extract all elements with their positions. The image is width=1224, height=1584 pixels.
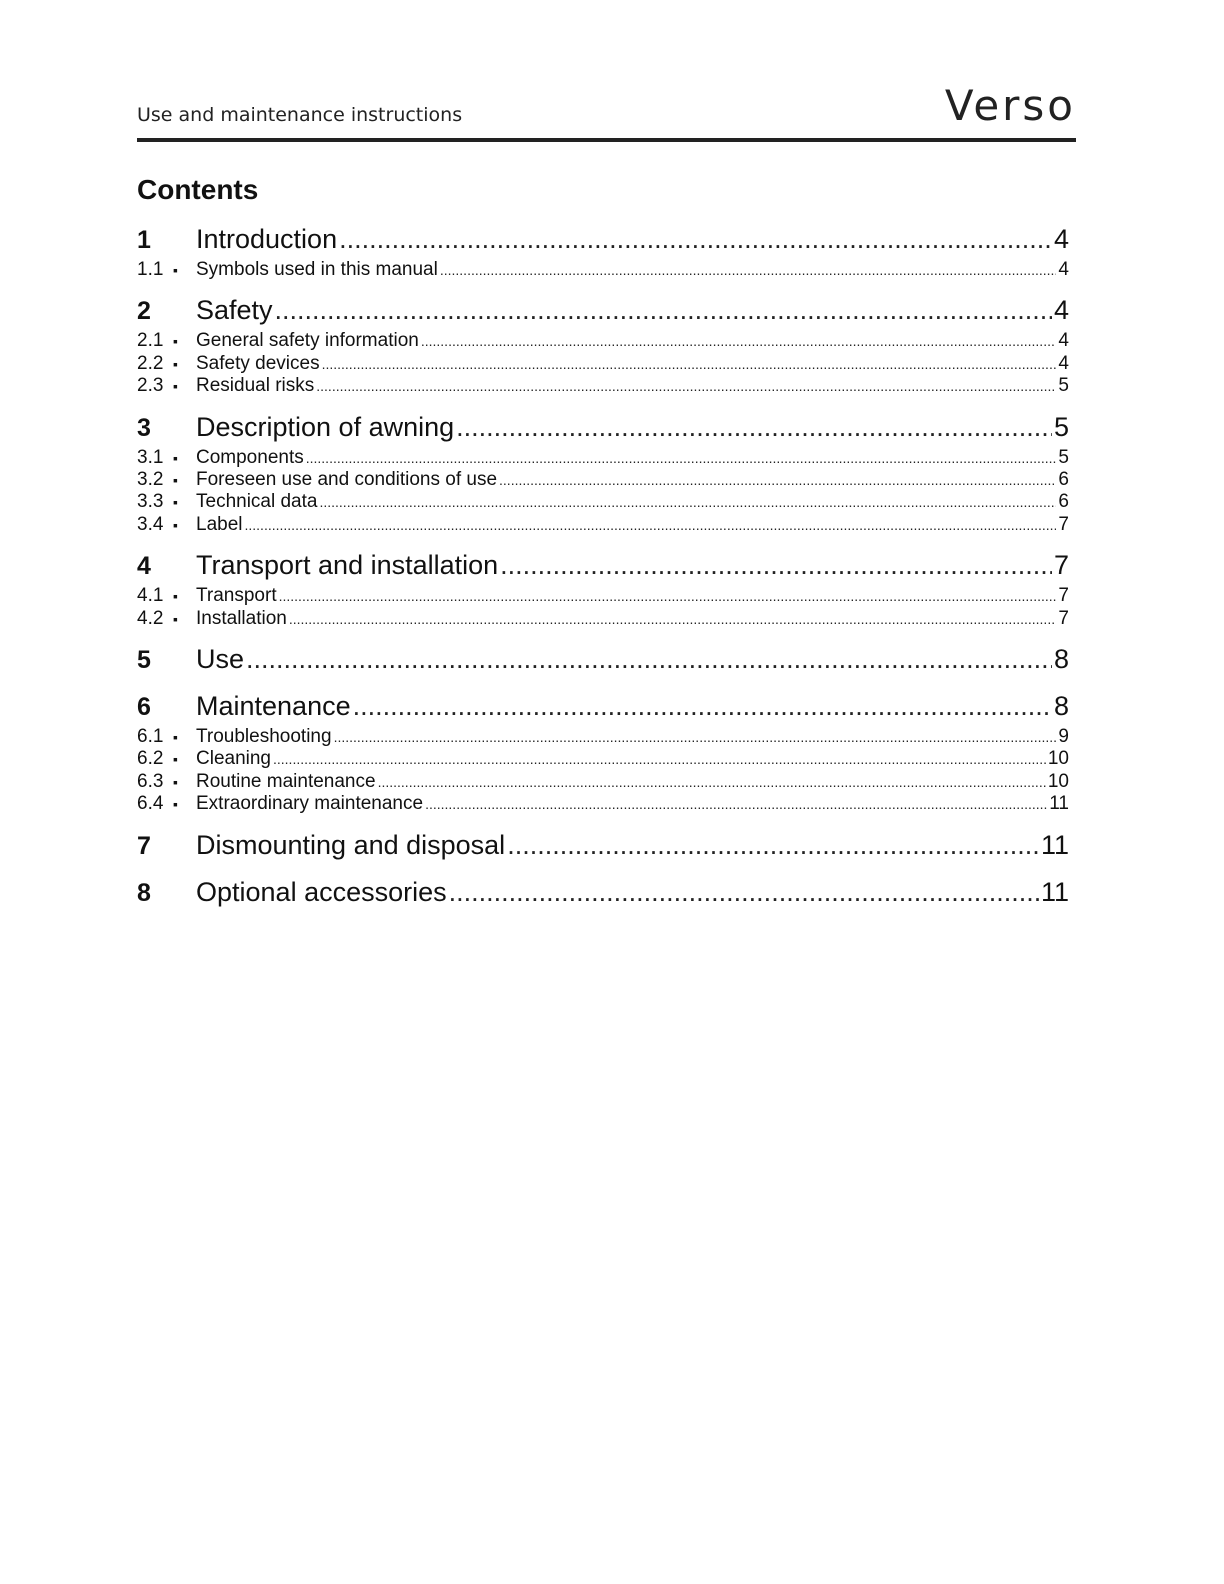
toc-section-title: Optional accessories	[196, 876, 447, 907]
toc-section-page: 7	[1053, 550, 1069, 581]
toc-leader-dots	[507, 828, 1039, 862]
toc-subsection-6.4[interactable]	[137, 793, 1069, 815]
bullet-icon: ▪	[173, 472, 178, 489]
toc-subsection-list	[137, 330, 1069, 397]
toc-subsection-page: 4	[1058, 352, 1069, 374]
toc-subsection-title: Components	[196, 446, 304, 468]
toc-leader-dots	[440, 259, 1057, 281]
toc-subsection-page: 5	[1058, 446, 1069, 468]
toc-section-page: 4	[1053, 295, 1069, 326]
contents-heading: Contents	[137, 174, 259, 205]
toc-subsection-6.3[interactable]	[137, 771, 1069, 793]
toc-section-title: Safety	[196, 295, 273, 326]
toc-subsection-list	[137, 726, 1069, 816]
toc-section-title: Transport and installation	[196, 550, 499, 581]
toc-subsection-number: 1.1	[137, 259, 164, 280]
toc-subsection-number: 6.1	[137, 726, 164, 748]
toc-subsection-title: Extraordinary maintenance	[196, 793, 424, 815]
toc-subsection-title: General safety information	[196, 330, 419, 352]
toc-section-number: 6	[137, 693, 151, 722]
toc-subsection-list	[137, 259, 1069, 281]
toc-subsection-number: 4.1	[137, 585, 164, 607]
toc-leader-dots	[245, 514, 1057, 536]
header-document-title: Use and maintenance instructions	[137, 104, 463, 126]
toc-section-page: 8	[1053, 691, 1069, 722]
toc-subsection-page: 7	[1058, 513, 1069, 535]
bullet-icon: ▪	[173, 729, 178, 746]
toc-subsection-number: 3.4	[137, 513, 164, 535]
toc-section-5[interactable]	[137, 642, 1069, 677]
toc-subsection-title: Routine maintenance	[196, 770, 376, 792]
toc-section-page: 11	[1040, 829, 1069, 860]
toc-leader-dots	[275, 293, 1052, 327]
toc-subsection-list	[137, 447, 1069, 537]
toc-leader-dots	[246, 642, 1052, 676]
toc-leader-dots	[319, 491, 1056, 513]
bullet-icon: ▪	[173, 751, 178, 768]
toc-subsection-number: 3.3	[137, 491, 164, 513]
toc-section-page: 5	[1053, 411, 1069, 442]
toc-leader-dots	[456, 410, 1052, 444]
toc-subsection-2.3[interactable]	[137, 375, 1069, 397]
toc-subsection-6.1[interactable]	[137, 726, 1069, 748]
toc-subsection-list	[137, 585, 1069, 630]
toc-section-title: Dismounting and disposal	[196, 829, 506, 860]
toc-subsection-3.2[interactable]	[137, 469, 1069, 491]
toc-section-4[interactable]	[137, 548, 1069, 583]
bullet-icon: ▪	[173, 516, 178, 533]
bullet-icon: ▪	[173, 494, 178, 511]
toc-subsection-2.1[interactable]	[137, 330, 1069, 352]
toc-leader-dots	[322, 353, 1057, 375]
toc-section-page: 11	[1040, 876, 1069, 907]
toc-leader-dots	[339, 222, 1052, 256]
toc-leader-dots	[425, 793, 1047, 815]
toc-subsection-title: Symbols used in this manual	[196, 259, 438, 280]
toc-subsection-4.1[interactable]	[137, 585, 1069, 607]
bullet-icon: ▪	[173, 449, 178, 466]
toc-subsection-3.1[interactable]	[137, 447, 1069, 469]
bullet-icon: ▪	[173, 378, 178, 395]
toc-subsection-title: Label	[196, 513, 243, 535]
toc-subsection-2.2[interactable]	[137, 353, 1069, 375]
toc-section-number: 7	[137, 831, 151, 860]
toc-section-number: 3	[137, 413, 151, 442]
toc-subsection-3.3[interactable]	[137, 491, 1069, 513]
toc-subsection-number: 3.2	[137, 469, 164, 491]
bullet-icon: ▪	[173, 262, 178, 278]
toc-section-title: Maintenance	[196, 691, 351, 722]
toc-leader-dots	[273, 748, 1046, 770]
toc-subsection-number: 2.3	[137, 375, 164, 397]
toc-subsection-number: 6.3	[137, 770, 164, 792]
toc-section-number: 4	[137, 552, 151, 581]
toc-section-title: Use	[196, 644, 245, 675]
toc-section-title: Introduction	[196, 224, 338, 254]
toc-subsection-title: Residual risks	[196, 375, 315, 397]
toc-subsection-title: Cleaning	[196, 748, 271, 770]
toc-subsection-page: 6	[1058, 469, 1069, 491]
toc-subsection-page: 10	[1047, 748, 1069, 770]
toc-leader-dots	[279, 585, 1057, 607]
toc-subsection-title: Technical data	[196, 491, 318, 513]
toc-subsection-number: 4.2	[137, 607, 164, 629]
toc-leader-dots	[378, 771, 1046, 793]
toc-leader-dots	[316, 375, 1056, 397]
toc-section-number: 5	[137, 646, 151, 675]
toc-subsection-page: 5	[1058, 375, 1069, 397]
toc-subsection-number: 2.2	[137, 352, 164, 374]
toc-leader-dots	[353, 689, 1052, 723]
toc-subsection-page: 9	[1058, 726, 1069, 748]
bullet-icon: ▪	[173, 773, 178, 790]
toc-leader-dots	[449, 875, 1039, 909]
toc-section-number: 2	[137, 297, 151, 326]
toc-subsection-page: 6	[1058, 491, 1069, 513]
toc-subsection-page: 4	[1058, 330, 1069, 352]
toc-section-2[interactable]	[137, 293, 1069, 328]
toc-leader-dots	[289, 608, 1057, 630]
toc-subsection-number: 3.1	[137, 446, 164, 468]
bullet-icon: ▪	[173, 588, 178, 605]
toc-subsection-title: Transport	[196, 585, 277, 607]
toc-subsection-page: 7	[1058, 585, 1069, 607]
toc-section-page: 4	[1053, 224, 1069, 254]
toc-subsection-title: Troubleshooting	[196, 726, 332, 748]
toc-section-1[interactable]	[137, 222, 1069, 257]
bullet-icon: ▪	[173, 355, 178, 372]
toc-section-3[interactable]	[137, 410, 1069, 445]
toc-subsection-page: 11	[1049, 793, 1069, 815]
bullet-icon: ▪	[173, 610, 178, 627]
table-of-contents	[137, 222, 1069, 910]
toc-section-title: Description of awning	[196, 411, 455, 442]
bullet-icon: ▪	[173, 796, 178, 813]
toc-leader-dots	[500, 548, 1052, 582]
toc-subsection-1.1[interactable]	[137, 259, 1069, 281]
bullet-icon: ▪	[173, 333, 178, 350]
toc-subsection-number: 2.1	[137, 330, 164, 352]
toc-subsection-page: 10	[1047, 770, 1069, 792]
toc-subsection-3.4[interactable]	[137, 514, 1069, 536]
toc-leader-dots	[334, 726, 1057, 748]
toc-section-8[interactable]	[137, 875, 1069, 910]
toc-subsection-title: Safety devices	[196, 352, 320, 374]
toc-subsection-page: 7	[1058, 607, 1069, 629]
toc-section-7[interactable]	[137, 828, 1069, 863]
toc-subsection-6.2[interactable]	[137, 748, 1069, 770]
toc-section-page: 8	[1053, 644, 1069, 675]
page-header	[137, 82, 1076, 142]
toc-section-6[interactable]	[137, 689, 1069, 724]
toc-leader-dots	[306, 447, 1057, 469]
toc-subsection-title: Installation	[196, 607, 287, 629]
toc-subsection-title: Foreseen use and conditions of use	[196, 469, 498, 491]
toc-leader-dots	[499, 469, 1056, 491]
toc-leader-dots	[421, 330, 1057, 352]
toc-section-number: 8	[137, 878, 151, 907]
header-brand-name: Verso	[944, 81, 1076, 130]
toc-subsection-number: 6.4	[137, 793, 164, 815]
toc-subsection-number: 6.2	[137, 748, 164, 770]
toc-subsection-4.2[interactable]	[137, 608, 1069, 630]
toc-subsection-page: 4	[1058, 259, 1069, 280]
toc-section-number: 1	[137, 226, 151, 254]
